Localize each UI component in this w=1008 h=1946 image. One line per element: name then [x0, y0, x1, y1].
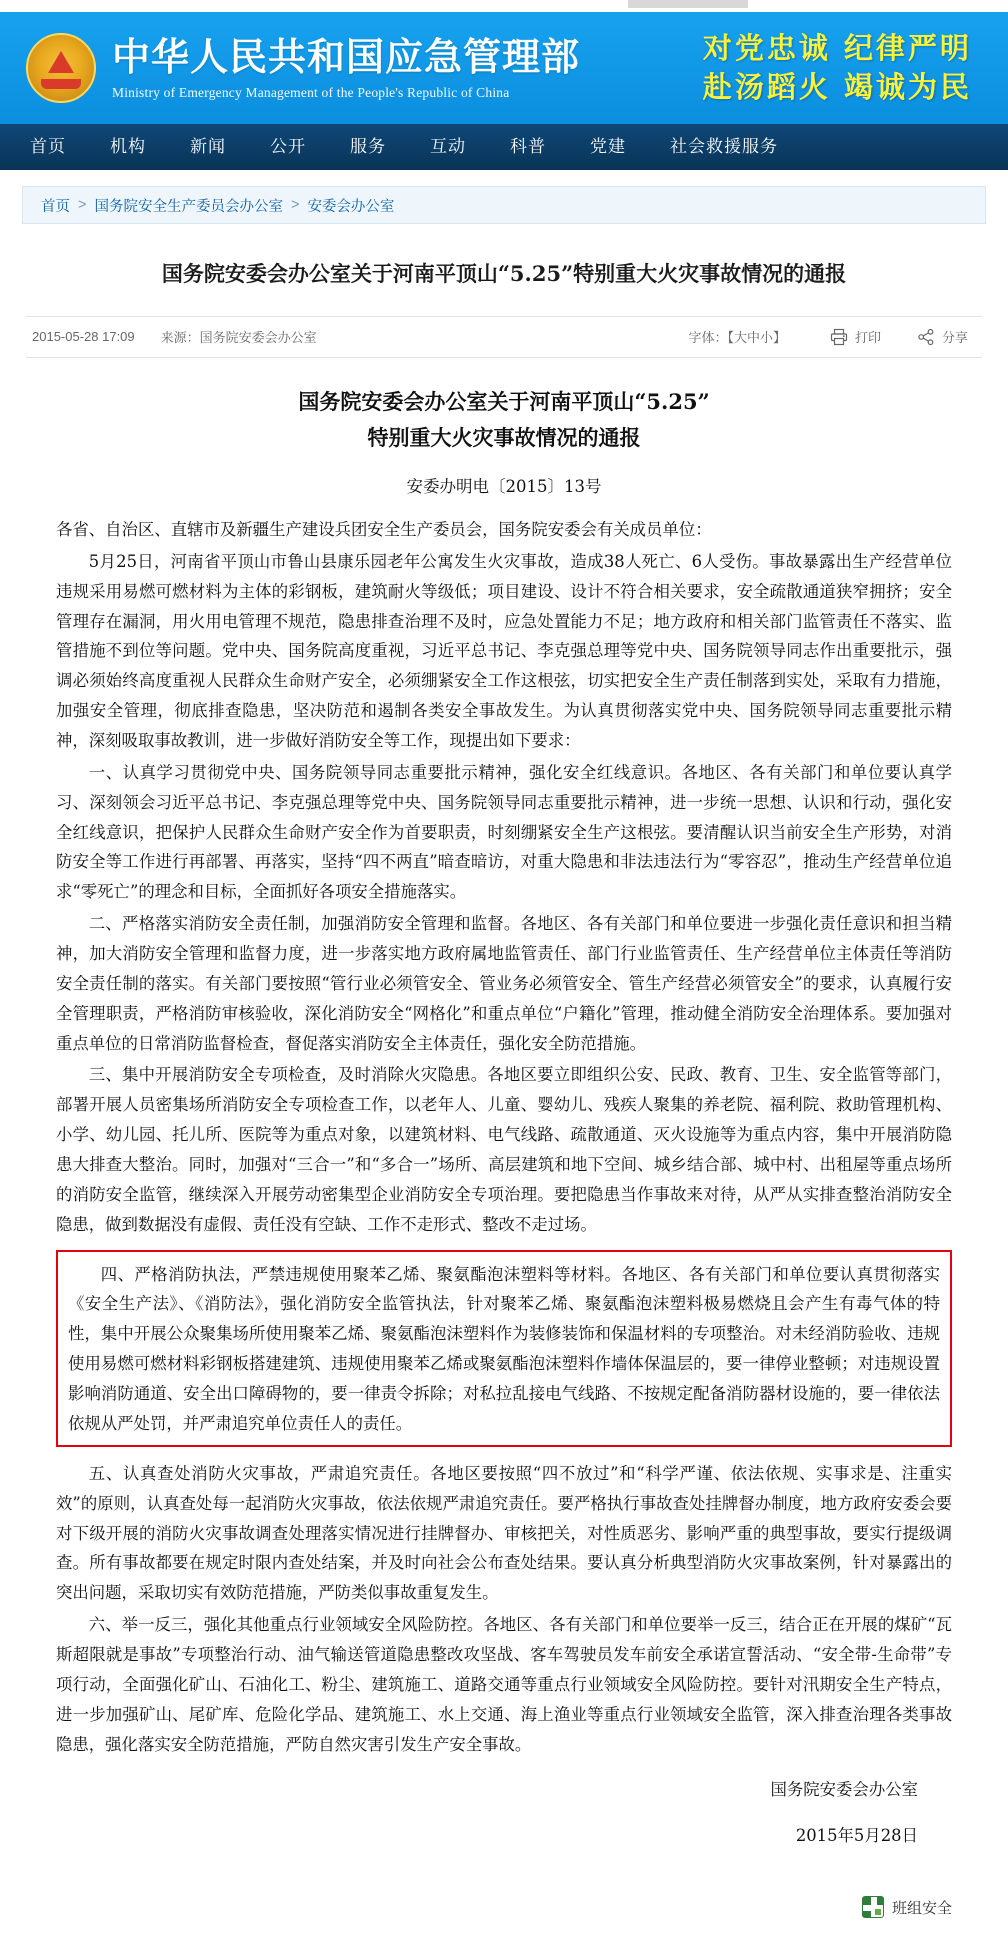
- top-strip: [0, 0, 1008, 12]
- share-icon: [917, 328, 935, 346]
- breadcrumb-separator: >: [290, 197, 300, 213]
- nav-item-news[interactable]: 新闻: [190, 137, 226, 156]
- share-button[interactable]: [917, 327, 968, 346]
- signature-date: 2015年5月28日: [795, 1825, 918, 1845]
- nav-item-interaction[interactable]: 互动: [430, 137, 466, 156]
- paragraph-item-1: 一、认真学习贯彻党中央、国务院领导同志重要批示精神，强化安全红线意识。各地区、各有关部门和单位要认真学习、深刻领会习近平总书记、李克强总理等党中央、国务院领导同志重要批示精神，进一步统一思想、认识和行动，强化安全红线意识，把保护人民群众生命财产安全作为首要职责，时刻绷紧安全生产这根弦。要清醒认识当前安全生产形势，对消防安全等工作进行再部署、再落实，坚持“四不两直”暗查暗访，对重大隐患和非法违法行为“零容忍”，推动生产经营单位追求“零死亡”的理念和目标，全面抓好各项安全措施落实。: [56, 762, 952, 902]
- breadcrumb-item-office[interactable]: 安委会办公室: [307, 198, 395, 215]
- paragraph-intro: 5月25日，河南省平顶山市鲁山县康乐园老年公寓发生火灾事故，造成38人死亡、6人受伤。事故暴露出生产经营单位违规采用易燃可燃材料为主体的彩钢板，建筑耐火等级低；项目建设、设计不符合相关要求，安全疏散通道狭窄拥挤；安全管理存在漏洞，用火用电管理不规范，隐患排查治理不及时，应急处置能力不足；地方政府和相关部门监管责任不落实、监管措施不到位等问题。党中央、国务院高度重视，习近平总书记、李克强总理等党中央、国务院领导同志作出重要批示，强调必须始终高度重视人民群众生命财产安全，必须绷紧安全工作这根弦，切实把安全生产责任制落到实处，采取有力措施，加强安全管理，彻底排查隐患，坚决防范和遏制各类安全事故发生。为认真贯彻落实党中央、国务院领导同志重要批示精神，深刻吸取事故教训，进一步做好消防安全等工作，现提出如下要求：: [56, 551, 952, 751]
- paragraph-item-5: 五、认真查处消防火灾事故，严肃追究责任。各地区要按照“四不放过”和“科学严谨、依法依规、实事求是、注重实效”的原则，认真查处每一起消防火灾事故，依法依规严肃追究责任。要严格执行事故查处挂牌督办制度，地方政府安委会要对下级开展的消防火灾事故调查处理落实情况进行挂牌督办、审核把关，对性质恶劣、影响严重的典型事故，要实行提级调查。所有事故都要在规定时限内查处结案，并及时向社会公布查处结果。要认真分析典型消防火灾事故案例，针对暴露出的突出问题，采取切实有效防范措施，严防类似事故重复发生。: [56, 1463, 952, 1603]
- print-button[interactable]: [830, 327, 881, 346]
- nav-item-home[interactable]: 首页: [30, 137, 66, 156]
- nav-item-services[interactable]: 服务: [350, 137, 386, 156]
- paragraph-item-2: 二、严格落实消防安全责任制，加强消防安全管理和监督。各地区、各有关部门和单位要进一步强化责任意识和担当精神，加大消防安全管理和监督力度，进一步落实地方政府属地监管责任、部门行业监管责任、生产经营单位主体责任等消防安全责任制的落实。有关部门要按照“管行业必须管安全、管业务必须管安全、管生产经营必须管安全”的要求，认真履行安全管理职责，严格消防审核验收，深化消防安全“网格化”和重点单位“户籍化”管理，推动健全消防安全治理体系。要加强对重点单位的日常消防监督检查，督促落实消防安全主体责任，强化安全防范措施。: [56, 914, 952, 1053]
- nav-item-science[interactable]: 科普: [510, 137, 546, 156]
- breadcrumb-item-home[interactable]: 首页: [41, 198, 70, 215]
- font-size-selector[interactable]: 字体：【大中小】: [688, 330, 786, 345]
- nav-item-organization[interactable]: 机构: [110, 137, 146, 156]
- print-label: 打印: [854, 330, 881, 345]
- nav-item-disclosure[interactable]: 公开: [270, 137, 306, 156]
- site-slogan-line2: 赴汤蹈火 竭诚为民: [702, 70, 972, 104]
- highlighted-paragraph-box: [56, 1250, 952, 1447]
- nav-item-party-building[interactable]: 党建: [590, 137, 626, 156]
- main-navigation: [0, 124, 1008, 170]
- qr-badge-icon: [862, 1896, 884, 1918]
- document-title-line2: 特别重大火灾事故情况的通报: [367, 425, 641, 451]
- article-meta-bar: [26, 316, 982, 358]
- site-title-en: Ministry of Emergency Management of the People's Republic of China: [112, 84, 510, 100]
- printer-icon: [830, 328, 848, 346]
- content-area: [0, 170, 1008, 1946]
- breadcrumb: [22, 186, 986, 224]
- national-emblem-icon: [26, 33, 96, 103]
- breadcrumb-item-safety-committee[interactable]: 国务院安全生产委员会办公室: [94, 198, 283, 215]
- source-value: 国务院安委会办公室: [199, 330, 317, 345]
- publish-date: 2015-05-28 17:09: [32, 329, 135, 344]
- signature-organization: 国务院安委会办公室: [770, 1780, 918, 1800]
- site-masthead: [0, 12, 1008, 124]
- page-title: 国务院安委会办公室关于河南平顶山“5.25”特别重大火灾事故情况的通报: [161, 261, 847, 286]
- site-title-block: [112, 35, 580, 101]
- paragraph-item-6: 六、举一反三，强化其他重点行业领域安全风险防控。各地区、各有关部门和单位要举一反三，结合正在开展的煤矿“瓦斯超限就是事故”专项整治行动、油气输送管道隐患整改攻坚战、客车驾驶员发车前安全承诺宣誓活动、“安全带-生命带”专项行动，全面强化矿山、石油化工、粉尘、建筑施工、道路交通等重点行业领域安全风险防控。要针对汛期安全生产特点，进一步加强矿山、尾矿库、危险化学品、建筑施工、水上交通、海上渔业等重点行业领域安全监管，深入排查治理各类事故隐患，强化落实安全防范措施，严防自然灾害引发生产安全事故。: [56, 1615, 952, 1754]
- footer-badge-label: 班组安全: [891, 1899, 952, 1917]
- site-slogan: [703, 29, 982, 107]
- document-number: 安委办明电〔2015〕13号: [406, 477, 602, 496]
- nav-item-social-rescue-services[interactable]: 社会救援服务: [670, 137, 778, 156]
- breadcrumb-separator: >: [78, 197, 87, 213]
- document-title-line1: 国务院安委会办公室关于河南平顶山“5.25”: [298, 388, 710, 414]
- article-body: [22, 358, 986, 1871]
- top-strip-placeholder-bar: [628, 0, 748, 8]
- share-label: 分享: [941, 330, 968, 345]
- footer-badge: [22, 1870, 986, 1946]
- paragraph-item-4-highlighted: 四、严格消防执法，严禁违规使用聚苯乙烯、聚氨酯泡沫塑料等材料。各地区、各有关部门和单位要认真贯彻落实《安全生产法》、《消防法》，强化消防安全监管执法，针对聚苯乙烯、聚氨酯泡沫塑料极易燃烧且会产生有毒气体的特性，集中开展公众聚集场所使用聚苯乙烯、聚氨酯泡沫塑料作为装修装饰和保温材料的专项整治。对未经消防验收、违规使用易燃可燃材料彩钢板搭建建筑、违规使用聚苯乙烯或聚氨酯泡沫塑料作墙体保温层的，要一律停业整顿；对违规设置影响消防通道、安全出口障碍物的，要一律责令拆除；对私拉乱接电气线路、不按规定配备消防器材设施的，要一律依法依规从严处罚，并严肃追究单位责任人的责任。: [68, 1264, 940, 1433]
- site-title-cn: 中华人民共和国应急管理部: [112, 34, 581, 80]
- paragraph-item-3: 三、集中开展消防安全专项检查，及时消除火灾隐患。各地区要立即组织公安、民政、教育、卫生、安全监管等部门，部署开展人员密集场所消防安全专项检查工作，以老年人、儿童、婴幼儿、残疾人聚集的养老院、福利院、救助管理机构、小学、幼儿园、托儿所、医院等为重点对象，以建筑材料、电气线路、疏散通道、灭火设施等为重点内容，集中开展消防隐患大排查大整治。同时，加强对“三合一”和“多合一”场所、高层建筑和地下空间、城乡结合部、城中村、出租屋等重点场所的消防安全监管，继续深入开展劳动密集型企业消防安全专项治理。要把隐患当作事故来对待，从严从实排查整治消防安全隐患，做到数据没有虚假、责任没有空缺、工作不走形式、整改不走过场。: [56, 1065, 952, 1234]
- source-label: 来源：: [160, 330, 200, 345]
- site-slogan-line1: 对党忠诚 纪律严明: [702, 30, 972, 65]
- salutation: 各省、自治区、直辖市及新疆生产建设兵团安全生产委员会，国务院安委会有关成员单位：: [56, 520, 712, 539]
